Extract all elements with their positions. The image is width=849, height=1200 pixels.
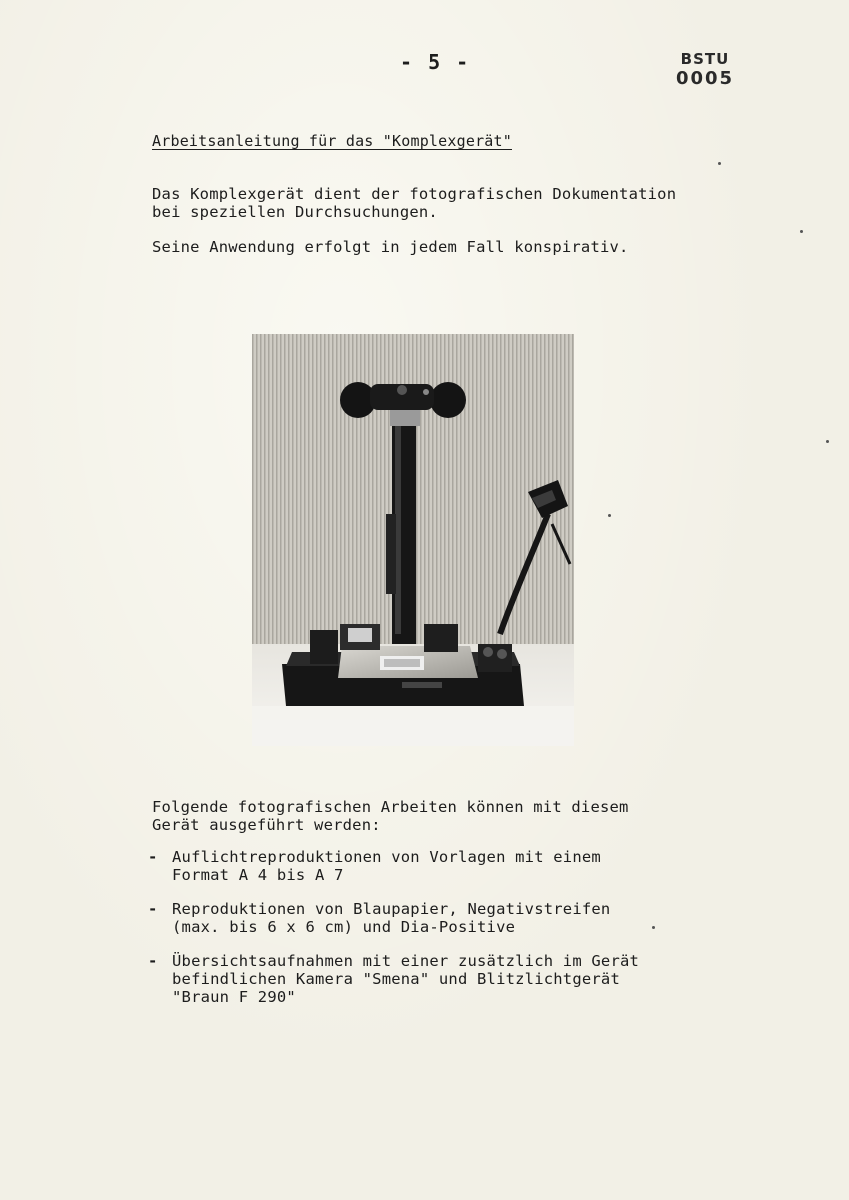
list-item-text: Reproduktionen von Blaupapier, Negativstreifen (max. bis 6 x 6 cm) und Dia-Positive [172, 900, 611, 936]
works-intro-paragraph: Folgende fotografischen Arbeiten können mit diesem Gerät ausgeführt werden: [152, 798, 629, 834]
list-item-text: Übersichtsaufnahmen mit einer zusätzlich im Gerät befindlichen Kamera "Smena" und Blitzlichtgerät "Braun F 290" [172, 952, 640, 1006]
usage-paragraph: Seine Anwendung erfolgt in jedem Fall konspirativ. [152, 238, 629, 256]
paper-speck [652, 926, 655, 929]
list-item [148, 848, 768, 884]
list-item [148, 900, 768, 936]
stamp-label: BSTU [680, 50, 730, 68]
paper-speck [826, 440, 829, 443]
page-number: - 5 - [400, 50, 471, 74]
intro-paragraph: Das Komplexgerät dient der fotografischen Dokumentation bei speziellen Durchsuchungen. [152, 185, 677, 221]
paper-speck [608, 514, 611, 517]
device-photo [252, 334, 574, 746]
list-item [148, 952, 768, 1006]
list-marker: - [148, 848, 158, 866]
list-marker: - [148, 952, 158, 970]
list-marker: - [148, 900, 158, 918]
paper-speck [800, 230, 803, 233]
complex-device-image [252, 334, 574, 746]
archive-stamp [670, 50, 740, 89]
list-item-text: Auflichtreproduktionen von Vorlagen mit einem Format A 4 bis A 7 [172, 848, 601, 884]
work-list [148, 848, 768, 1022]
stamp-number: 0005 [675, 68, 735, 89]
paper-speck [718, 162, 721, 165]
document-heading: Arbeitsanleitung für das "Komplexgerät" [152, 132, 512, 150]
